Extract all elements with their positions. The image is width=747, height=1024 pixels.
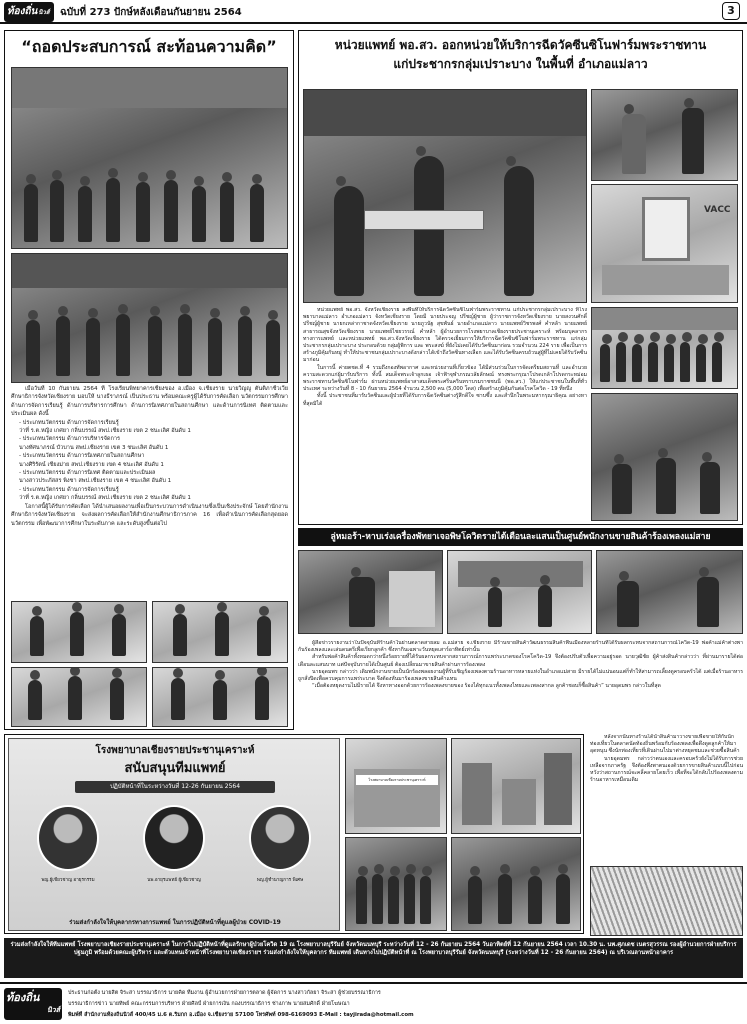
market-body-para: สำหรับพ่อค้าสินค้าทั้งหมดกว่าหนึ่งร้อยรายที่ได้รับผลกระทบจากสถานการณ์การแพร่ระบาดของโรคโควิด-19 จึงต้องปรับตัวเพื่อความอยู่รอด นายวุฒิชัย ผู้ค้าส่งสินค้ากล่าวว่า ที่ผ่านมารายได้ต่อเดือนละแสนบาท แต่ปัจจุบันรายได้เป็นศูนย์ ต้องเปลี่ยนมาขายสินค้าผ่านการร้องเพลง xyxy=(298,654,743,668)
footer-logo-sub: นิวส์ xyxy=(47,1005,60,1014)
left-body-line: นางสาวประภัสสร พิงชา สพป.เชียงราย เขต 4 ชนะเลิศ อันดับ 1 xyxy=(19,478,172,485)
market-photo-1 xyxy=(298,550,443,634)
hospital-sign: โรงพยาบาลเชียงรายประชานุเคราะห์ xyxy=(356,775,438,785)
market-photo-3 xyxy=(596,550,743,634)
footer-line1: ประธานก่อตั้ง นายสิต จิระสา บรรณาธิการ นายคิด ทีมงาน ผู้อำนวยการฝ่ายการตลาด ผู้จัดการ นางสาวกัลยา จิระสา ผู้ช่วยบรรณาธิการ xyxy=(68,990,381,996)
vaccine-photo-group xyxy=(591,307,738,389)
hospital-building-photo xyxy=(345,738,447,834)
hospital-ad-footer: ร่วมส่งกำลังใจให้บุคลากรทางการแพทย์ ในการปฏิบัติหน้าที่ดูแลผู้ป่วย COVID-19 xyxy=(69,919,281,926)
award-photo-1 xyxy=(11,601,147,663)
left-body-para: เมื่อวันที่ 10 กันยายน 2564 ที่ โรงเรียนพิทยาคารเชียงของ อ.เมือง จ.เชียงราย นายวิญญู ตันติภาชีวเวีย ศึกษาธิการจังหวัดเชียงราย มอบให้ นางธีราภรณ์ เป็นประธาน พร้อมคณะครูผู้ได้รับการคัดเลือก นวัตกรรมการศึกษา ด้านการจัดการเรียนรู้ ด้านการบริหารการศึกษา ด้านการนิเทศภายในสถานศึกษา และด้านการนิเทศ ติดตามและประเมินผล ดังนี้ xyxy=(11,386,288,418)
left-body-para: โอกาสนี้ผู้ได้รับการคัดเลือก ได้นำเสนอผลงานเพื่อเป็นกระบวนการดำเนินงานซึ่งเป็นเชิงประจักษ์ โดยสำนักงานศึกษาธิการจังหวัดเชียงราย จะส่งผลการคัดเลือกให้สำนักงานศึกษาธิการภาค 16 เพื่อดำเนินการคัดเลือกสุดยอดนวัตกรรม เพื่อพัฒนาการศึกษาในระดับภาค และระดับสูงขึ้นต่อไป xyxy=(11,503,288,527)
masthead xyxy=(0,0,747,24)
right-body-para: ในการนี้ ค่ายตชด.ที่ 4 รวมถึงกองทัพอากาศ และหน่วยงานที่เกี่ยวข้อง ได้มีส่วนร่วมในการจัดเตรียมสถานที่ และอำนวยความสะดวกแก่ผู้มารับบริการ ทั้งนี้ สมเด็จพระเจ้าลูกเธอ เจ้าฟ้าจุฬาภรณวลัยลักษณ์ ทรงพระกรุณาโปรดเกล้าโปรดกระหม่อม พระราชทานวัคซีนซิโนฟาร์ม ผ่านหน่วยแพทย์อาสาสมเด็จพระศรีนครินทราบรมราชชนนี (พอ.สว.) ให้แก่ประชาชนในพื้นที่ทั่วประเทศ ระหว่างวันที่ 8 - 10 กันยายน 2564 จำนวน 2,500 คน (5,000 โดส) เพื่อสร้างภูมิคุ้มกันต่อโรคโควิด - 19 ที่หนึ่ง xyxy=(303,364,587,393)
award-photo-4 xyxy=(152,667,288,727)
award-photo-2 xyxy=(152,601,288,663)
right-bottom-text xyxy=(590,734,743,864)
left-body-line: - ประเภทนวัตกรรม ด้านการบริหารจัดการ xyxy=(19,436,121,443)
left-body-line: ว่าที่ ร.ต.หญิง เกศยา กลิ่นบรรณ์ สพป.เชียงราย เขต 2 ชนะเลิศ อันดับ 1 xyxy=(19,495,191,502)
left-headline: “ถอดประสบการณ์ สะท้อนความคิด” xyxy=(21,37,277,56)
hospital-ad-subtitle: ปฏิบัติหน้าที่ในระหว่างวันที่ 12-26 กันยายน 2564 xyxy=(75,781,275,793)
doctor-name: พญ.ผู้เชี่ยวชาญ อายุรกรรม xyxy=(41,878,95,883)
right-headline-line1: หน่วยแพทย์ พอ.สว. ออกหน่วยให้บริการฉีดวัคซีนซิโนฟาร์มพระราชทาน xyxy=(334,38,707,52)
hospital-team-photo xyxy=(345,837,447,931)
left-body-line: นางทัศนาภรณ์ บัวบาน สพป.เชียงราย เขต 3 ชนะเลิศ อันดับ 1 xyxy=(19,444,169,451)
right-headline-line2: แก่ประชากรกลุ่มเปราะบาง ในพื้นที่ อำเภอแม่ลาว xyxy=(393,57,648,71)
hospital-ad xyxy=(4,734,584,934)
doctor-portrait xyxy=(37,805,99,871)
caption-bottom: ร่วมส่งกำลังใจให้ทีมแพทย์ โรงพยาบาลเชียงรายประชานุเคราะห์ ในการไปปฏิบัติหน้าที่ดูแลรักษาผู้ป่วยโควิด 19 ณ โรงพยาบาลบุรีรัมย์ จังหวัดนนทบุรี ระหว่างวันที่ 12 - 26 กันยายน 2564 วันอาทิตย์ที่ 12 กันยายน 2564 เวลา 10.30 น. นพ.ศุภเดช เนตรสุวรรณ รองผู้อำนวยการฝ่ายบริการปฐมภูมิ พร้อมด้วยคณะผู้บริหาร และตัวแทนเจ้าหน้าที่โรงพยาบาลเชียงรายฯ ร่วมส่งกำลังใจให้บุคลากร ทีมแพทย์ เดินทางไปปฏิบัติหน้าที่ ณ โรงพยาบาลบุรีรัมย์ จังหวัดนนทบุรี (ระหว่างวันที่ 12 - 26 กันยายน 2564) ณ บริเวณลานหน้าอาคาร xyxy=(4,938,743,978)
footer xyxy=(0,982,747,1024)
left-body-line: - ประเภทนวัตกรรม ด้านการจัดการเรียนรู้ xyxy=(19,486,119,493)
left-body xyxy=(11,385,288,597)
group-photo-1 xyxy=(11,67,288,249)
footer-line3: พิมพ์ที่ สำนักงานท้องถิ่นนิวส์ 400/45 ม.6 ต.ริมกก อ.เมือง จ.เชียงราย 57100 โทรศัพท์ 098-6169093 E-Mail : tayjirada@hotmail.com xyxy=(68,1012,414,1018)
vaccine-photo-main xyxy=(303,89,587,303)
right-article xyxy=(298,30,743,525)
hospital-ad-panel xyxy=(8,738,340,931)
footer-logo xyxy=(4,988,62,1020)
logo-main-text: ท้องถิ่น xyxy=(7,6,38,17)
issue-line: ฉบับที่ 273 ปักษ์หลังเดือนกันยายน 2564 xyxy=(60,7,242,18)
right-bottom-para: หลังจากนั้นทางร้านได้นำสินค้ามาวางขายเพื่อขายให้กับนักท่องเที่ยวในตลาดนัดท้องถิ่นพร้อมกับร้องเพลงเพื่อดึงดูดลูกค้าให้มาอุดหนุน ซึ่งนักท่องเที่ยวที่เดินผ่านไปมาต่างหยุดชมและช่วยซื้อสินค้า xyxy=(590,734,740,755)
market-body-para: “เมื่อต้องหยุดงานไม่มีรายได้ จึงหาทางออกด้วยการร้องเพลงขายของ ร้องได้ทุกแนวทั้งเพลงไทยและเพลงสากล ลูกค้าชอบก็ซื้อสินค้า” นายอุดมพร กล่าวในที่สุด xyxy=(312,683,661,690)
footer-logo-main: ท้องถิ่น xyxy=(6,991,40,1004)
doctor-portrait xyxy=(249,805,311,871)
hospital-ad-title1: โรงพยาบาลเชียงรายประชานุเคราะห์ xyxy=(95,745,255,756)
footer-line2: บรรณาธิการข่าว นายทิพย์ คณะกรรมการบริหาร ฝ่ายศิลป์ ฝ่ายการเงิน กองบรรณาธิการ ช่างภาพ นายสมศักดิ์ ฝ่ายโฆษณา xyxy=(68,1001,350,1007)
market-body xyxy=(298,640,743,700)
doctor-name: นพ.อายุรแพทย์ ผู้เชี่ยวชาญ xyxy=(147,878,201,883)
left-body-line: นางศิริรัตน์ เชียงม่าย สพป.เชียงราย เขต 4 ชนะเลิศ อันดับ 1 xyxy=(19,461,164,468)
staff-photo xyxy=(451,837,581,931)
market-headline: ลู่หมอร้า-หาบเร่งเครื่องพัทยาเจอพิษโควิดรายได้เดือนละแสนเป็นศูนย์พนักงานขายสินค้าร้องเพลงแม่สาย xyxy=(298,528,743,546)
toothpick-photo xyxy=(590,866,743,936)
vaccine-photo-portrait xyxy=(591,184,738,303)
page-number: 3 xyxy=(722,2,740,20)
left-body-line: - ประเภทนวัตกรรม ด้านการนิเทศภายในสถานศึกษา xyxy=(19,453,145,460)
doctor-name: พญ.ผู้ชำนาญการ พิเศษ xyxy=(256,878,304,883)
city-photo xyxy=(451,738,581,834)
right-body-para: หน่วยแพทย์ พอ.สว. จังหวัดเชียงราย ลงพื้นที่ให้บริการฉีดวัคซีนซิโนฟาร์มพระราชทาน แก่ประชากรกลุ่มเปราะบาง ที่โรงพยาบาลแม่ลาว อำเภอแม่ลาว จังหวัดเชียงราย โดยมี นายประจญ ปรีชญ์ผู้ชาย ผู้ว่าราชการจังหวัดเชียงราย นายสงวนศักดิ์ ปรีชญ์ผู้ชาย นายกเหล่ากาชาดจังหวัดเชียงราย นายภูวนัฐ สุขพันธ์ นายอำเภอแม่ลาว นายแพทย์วิชรพงศ์ คำหล้า นายแพทย์สาธารณสุขจังหวัดเชียงราย นายแพทย์ไชยวรรณ์ คำหล้า ผู้อำนวยการโรงพยาบาลเชียงรายประชานุเคราะห์ พร้อมบุคลากรทางการแพทย์ และหน่วยแพทย์ พอ.สว.จังหวัดเชียงราย ได้ตรวจเยี่ยมการให้บริการฉีดวัคซีนซิโนฟาร์มพระราชทาน แก่กลุ่มประชากรกลุ่มเปราะบาง ประกอบด้วย กลุ่มผู้พิการ และ พระสงฆ์ ที่ยังไม่เคยได้รับวัคซีนมาก่อน รวมจำนวน 224 ราย เพื่อเป็นการสร้างภูมิคุ้มกันหมู่ ทำให้ประชาชนกลุ่มเปราะบางดังกล่าวได้เข้าถึงวัคซีนทางเลือก และได้รับวัคซีนครบถ้วนสู่ผู้ที่ไม่เคยได้รับวัคซีนมาก่อน xyxy=(303,307,587,364)
doctor-portrait xyxy=(143,805,205,871)
right-body xyxy=(303,307,587,521)
left-article xyxy=(4,30,294,730)
market-body-para: นายอุดมพร กล่าวว่า เดิมพนักงานขายเป็นนักร้องพลอยงามผู้ที่รับเชิญร้องเพลงตามร้านอาหารหลายแห่งในอำเภอแม่สาย มีรายได้ไม่แน่นอนแต่ก็ทำให้สามารถเลี้ยงดูครอบครัวได้ แต่เมื่อร้านอาหารถูกสั่งปิดเพื่อควบคุมการแพร่ระบาด จึงต้องหันมาร้องเพลงขายสินค้าแทน xyxy=(298,668,743,683)
right-bottom-para: นายอุดมพร กล่าวว่าตนเองและครอบครัวยังไม่ได้รับการช่วยเหลือจากภาครัฐ จึงต้องพึ่งพาตนเองด้วยการขายสินค้าแบบนี้ไปก่อน หวังว่าสถานการณ์จะคลี่คลายโดยเร็ว เพื่อที่จะได้กลับไปร้องเพลงตามร้านอาหารเหมือนเดิม xyxy=(590,755,743,784)
hospital-ad-title2: สนับสนุนทีมแพทย์ xyxy=(124,761,226,776)
left-body-line: - ประเภทนวัตกรรม ด้านการจัดการเรียนรู้ xyxy=(19,419,119,426)
vaccine-photo-seated xyxy=(591,393,738,521)
award-photo-3 xyxy=(11,667,147,727)
group-photo-2 xyxy=(11,253,288,383)
market-photo-2 xyxy=(447,550,592,634)
vaccine-photo-monk xyxy=(591,89,738,181)
right-body-para: ทั้งนี้ ประชาชนที่มารับวัคซีนและผู้ป่วยที่ได้รับการฉีดวัคซีนต่างรู้สึกดีใจ ซาบซึ้ง และสำนึกในพระมหากรุณาธิคุณ อย่างหาที่สุดมิได้ xyxy=(303,393,587,407)
left-body-line: - ประเภทนวัตกรรม ด้านการนิเทศ ติดตามและประเมินผล xyxy=(19,470,156,477)
market-body-para: ผู้สื่อข่าวรายงานว่าในปัจจุบันที่ร้านค้าในย่านตลาดสายลม อ.แม่สาย จ.เชียงราย มีร้านขายสินค้าวัฒนธรรมสินค้าพื้นเมืองหลายร้านที่ได้รับผลกระทบจากสถานการณ์โควิด-19 พ่อค้าแม่ค้าต่างพากันร้องเพลงและเล่นดนตรีเพื่อเรียกลูกค้า ซึ่งหากินเฉพาะวันหยุดเสาร์อาทิตย์เท่านั้น xyxy=(298,640,743,654)
vaccine-sign: VACC xyxy=(704,205,731,215)
left-body-line: ว่าที่ ร.ต.หญิง เกศยา กลิ่นบรรณ์ สพป.เชียงราย เขต 2 ชนะเลิศ อันดับ 1 xyxy=(19,428,191,435)
masthead-logo xyxy=(4,2,54,22)
logo-sub-text: นิวส์ xyxy=(38,9,50,16)
